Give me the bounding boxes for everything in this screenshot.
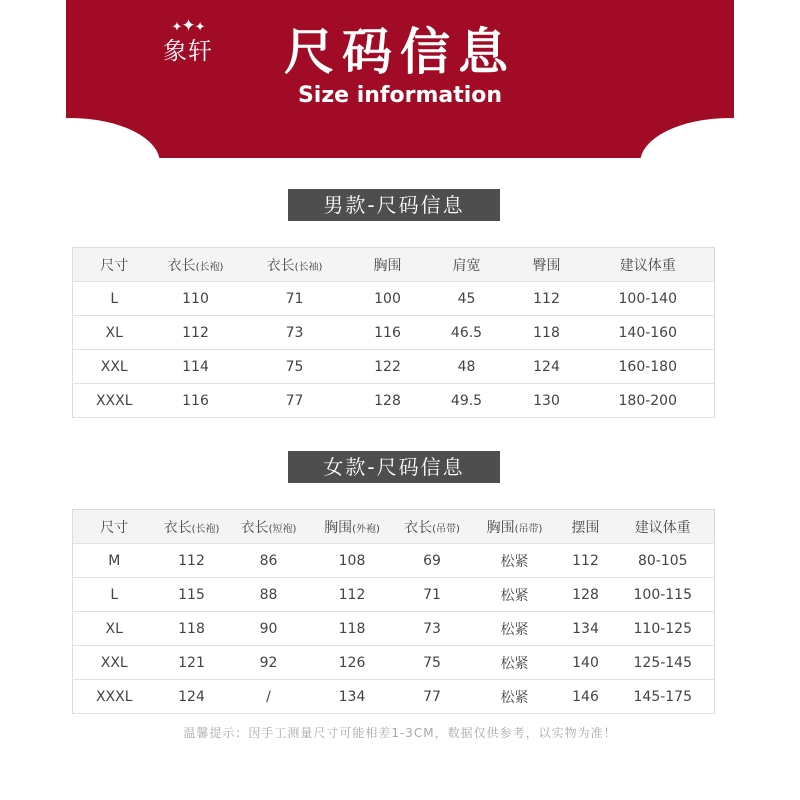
table-cell: 80-105 (612, 544, 715, 578)
table-cell: 49.5 (422, 384, 512, 418)
table-cell: 124 (512, 350, 582, 384)
table-cell: 114 (156, 350, 236, 384)
table-cell: L (73, 578, 156, 612)
table-row (73, 384, 715, 418)
column-header (512, 248, 582, 282)
table-cell: 松紧 (470, 544, 560, 578)
column-header (73, 510, 156, 544)
table-cell: 松紧 (470, 646, 560, 680)
table-cell: 112 (156, 316, 236, 350)
table-cell: 116 (354, 316, 422, 350)
column-header-label: 建议体重 (619, 257, 676, 274)
table-row (73, 680, 715, 714)
column-header (354, 248, 422, 282)
column-header (422, 248, 512, 282)
footnote: 温馨提示：因手工测量尺寸可能相差1-3CM，数据仅供参考，以实物为准！ (183, 726, 617, 740)
table-header-row (73, 510, 715, 544)
table-cell: XL (73, 612, 156, 646)
table-cell: 86 (228, 544, 310, 578)
table-cell: 48 (422, 350, 512, 384)
column-header-label: 衣长 (266, 257, 295, 274)
table-cell: 121 (156, 646, 228, 680)
column-header-note: (吊带) (432, 523, 460, 535)
column-header (156, 510, 228, 544)
column-header-label: 臀围 (532, 257, 561, 274)
table-cell: 75 (236, 350, 354, 384)
column-header-label: 衣长 (167, 257, 196, 274)
page-subtitle: Size information (297, 83, 503, 108)
table-cell: 140 (560, 646, 612, 680)
page-title: 尺码信息 (284, 23, 516, 81)
table-cell: 146 (560, 680, 612, 714)
table-cell: L (73, 282, 156, 316)
column-header-label: 胸围 (324, 519, 353, 536)
column-header-label: 衣长 (163, 519, 192, 536)
column-header-label: 衣长 (404, 519, 433, 536)
table-cell: 115 (156, 578, 228, 612)
table-header-row (73, 248, 715, 282)
banner-notch-left (0, 118, 160, 208)
table-cell: XXL (73, 646, 156, 680)
table-cell: 112 (310, 578, 395, 612)
table-cell: M (73, 544, 156, 578)
table-row (73, 282, 715, 316)
women-section-label: 女款-尺码信息 (288, 451, 500, 483)
table-cell: 90 (228, 612, 310, 646)
table-cell: 118 (310, 612, 395, 646)
brand-name: 象轩 (163, 37, 213, 65)
table-cell: 108 (310, 544, 395, 578)
table-cell: 松紧 (470, 680, 560, 714)
table-cell: 134 (560, 612, 612, 646)
table-cell: 73 (395, 612, 470, 646)
column-header-label: 胸围 (486, 519, 515, 536)
column-header-label: 尺寸 (100, 257, 129, 274)
column-header (395, 510, 470, 544)
column-header (73, 248, 156, 282)
table-cell: 73 (236, 316, 354, 350)
table-cell: XXXL (73, 384, 156, 418)
men-section-label: 男款-尺码信息 (288, 189, 500, 221)
table-cell: 118 (512, 316, 582, 350)
column-header (156, 248, 236, 282)
table-cell: 77 (236, 384, 354, 418)
column-header (612, 510, 715, 544)
table-cell: 145-175 (612, 680, 715, 714)
column-header (582, 248, 715, 282)
table-cell: 140-160 (582, 316, 715, 350)
table-cell: 100-140 (582, 282, 715, 316)
table-cell: 88 (228, 578, 310, 612)
table-row (73, 544, 715, 578)
table-cell: 118 (156, 612, 228, 646)
column-header-note: (长袍) (195, 261, 224, 273)
table-cell: 松紧 (470, 612, 560, 646)
column-header-label: 肩宽 (452, 257, 481, 274)
women-size-table (72, 509, 715, 714)
table-row (73, 578, 715, 612)
table-cell: 112 (156, 544, 228, 578)
column-header-label: 尺寸 (100, 519, 129, 536)
table-cell: 134 (310, 680, 395, 714)
table-cell: / (228, 680, 310, 714)
column-header (560, 510, 612, 544)
column-header-note: (吊带) (514, 523, 543, 535)
table-row (73, 316, 715, 350)
logo-stars-icon: ✦✦✦ (171, 16, 205, 36)
table-row (73, 646, 715, 680)
men-size-table (72, 247, 715, 418)
table-cell: 69 (395, 544, 470, 578)
column-header-note: (长袍) (191, 523, 220, 535)
table-cell: 130 (512, 384, 582, 418)
table-cell: 46.5 (422, 316, 512, 350)
table-cell: 180-200 (582, 384, 715, 418)
table-cell: 124 (156, 680, 228, 714)
table-cell: 125-145 (612, 646, 715, 680)
table-cell: 71 (395, 578, 470, 612)
table-cell: 116 (156, 384, 236, 418)
table-cell: 77 (395, 680, 470, 714)
column-header (236, 248, 354, 282)
table-cell: 126 (310, 646, 395, 680)
table-cell: 122 (354, 350, 422, 384)
table-cell: 71 (236, 282, 354, 316)
column-header (310, 510, 395, 544)
table-cell: XXXL (73, 680, 156, 714)
table-cell: 160-180 (582, 350, 715, 384)
table-cell: XL (73, 316, 156, 350)
table-cell: 92 (228, 646, 310, 680)
column-header-note: (长袖) (294, 261, 323, 273)
table-cell: XXL (73, 350, 156, 384)
table-cell: 110 (156, 282, 236, 316)
column-header-label: 胸围 (373, 257, 402, 274)
table-cell: 45 (422, 282, 512, 316)
column-header-label: 衣长 (240, 519, 269, 536)
table-row (73, 350, 715, 384)
table-cell: 100-115 (612, 578, 715, 612)
column-header (470, 510, 560, 544)
column-header-label: 摆围 (571, 519, 600, 536)
table-cell: 112 (512, 282, 582, 316)
column-header-label: 建议体重 (634, 519, 691, 536)
table-cell: 75 (395, 646, 470, 680)
banner-notch-right (640, 118, 800, 208)
table-cell: 112 (560, 544, 612, 578)
column-header-note: (外袍) (352, 523, 380, 535)
table-cell: 128 (354, 384, 422, 418)
header-banner (66, 0, 734, 158)
table-cell: 128 (560, 578, 612, 612)
column-header-note: (短袍) (268, 523, 297, 535)
table-cell: 110-125 (612, 612, 715, 646)
table-cell: 100 (354, 282, 422, 316)
table-row (73, 612, 715, 646)
column-header (228, 510, 310, 544)
table-cell: 松紧 (470, 578, 560, 612)
